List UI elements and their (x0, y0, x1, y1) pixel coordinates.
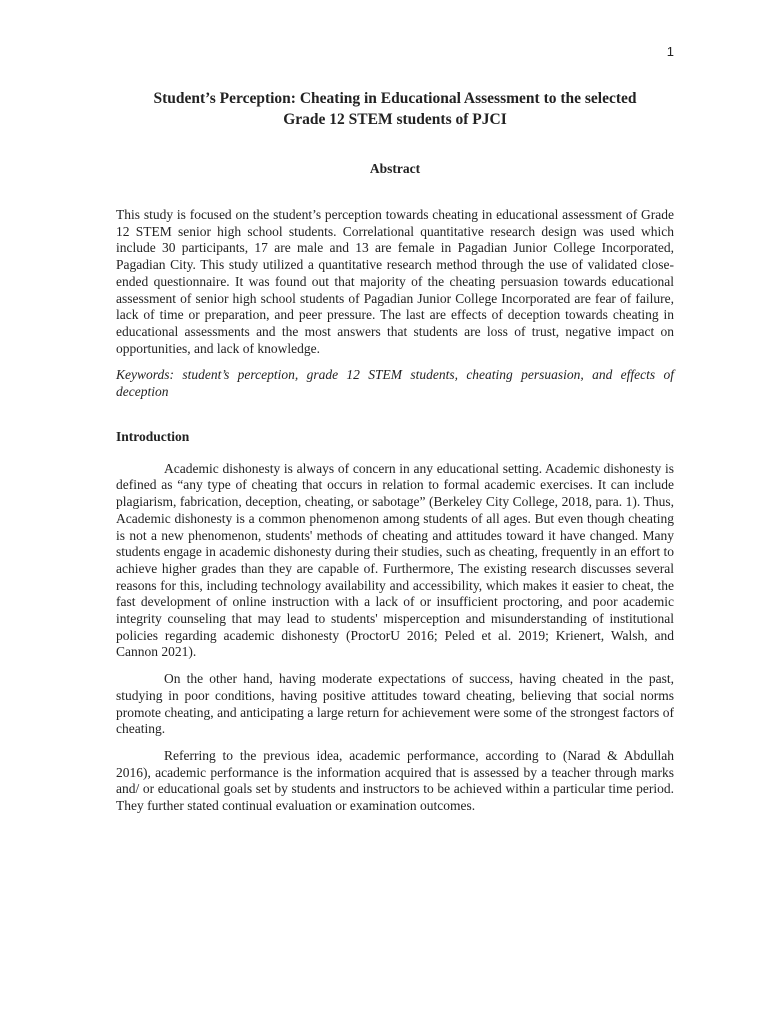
intro-paragraph-2: On the other hand, having moderate expectations of success, having cheated in the past, studying in poor conditions, having positive attitudes toward cheating, believing that social norms promote cheating, and anticipating a large return for achievement were some of the strongest factors of cheating. (116, 671, 674, 737)
page-content (116, 88, 674, 815)
keywords: Keywords: student’s perception, grade 12 STEM students, cheating persuasion, and effects of deception (116, 367, 674, 400)
title-line-2: Grade 12 STEM students of PJCI (283, 111, 507, 128)
page-number: 1 (666, 44, 674, 59)
abstract-heading: Abstract (369, 161, 421, 176)
abstract-body: This study is focused on the student’s perception towards cheating in educational assessment of Grade 12 STEM senior high school students. Correlational quantitative research design was used which include 30 participants, 17 are male and 13 are female in Pagadian Junior College Incorporated, Pagadian City. This study utilized a quantitative research method through the use of validated close-ended questionnaire. It was found out that majority of the cheating persuasion towards educational assessment of senior high school students of Pagadian Junior College Incorporated are fear of failure, lack of time or preparation, and peer pressure. The last are effects of deception towards cheating in educational assessments and the most answers that students are loss of trust, negative impact on opportunities, and lack of knowledge. (116, 207, 674, 356)
intro-paragraph-1: Academic dishonesty is always of concern in any educational setting. Academic dishonesty is defined as “any type of cheating that occurs in relation to formal academic exercises. It can include plagiarism, fabrication, deception, cheating, or sabotage” (Berkeley City College, 2018, para. 1). Thus, Academic dishonesty is a common phenomenon among students of all ages. But even though cheating is not a new phenomenon, students' methods of cheating and attitudes toward it have changed. Many students engage in academic dishonesty during their studies, such as cheating, frequently in an effort to achieve higher grades than they are capable of. Furthermore, The existing research discusses several reasons for this, including technology availability and accessibility, which makes it easier to cheat, the fast development of online instruction with a lack of or insufficient proctoring, and poor academic integrity counseling that may lead to students' misperception and misunderstanding of institutional policies regarding academic dishonesty (ProctorU 2016; Peled et al. 2019; Krienert, Walsh, and Cannon 2021). (116, 460, 674, 660)
paper-title (106, 88, 684, 130)
title-line-1: Student’s Perception: Cheating in Educational Assessment to the selected (153, 90, 637, 107)
introduction-heading: Introduction (116, 428, 190, 444)
intro-paragraph-3: Referring to the previous idea, academic performance, according to (Narad & Abdullah 2016), academic performance is the information acquired that is assessed by a teacher through marks and/ or educational goals set by students and instructors to be achieved within a particular time period. They further stated continual evaluation or examination outcomes. (116, 747, 674, 814)
